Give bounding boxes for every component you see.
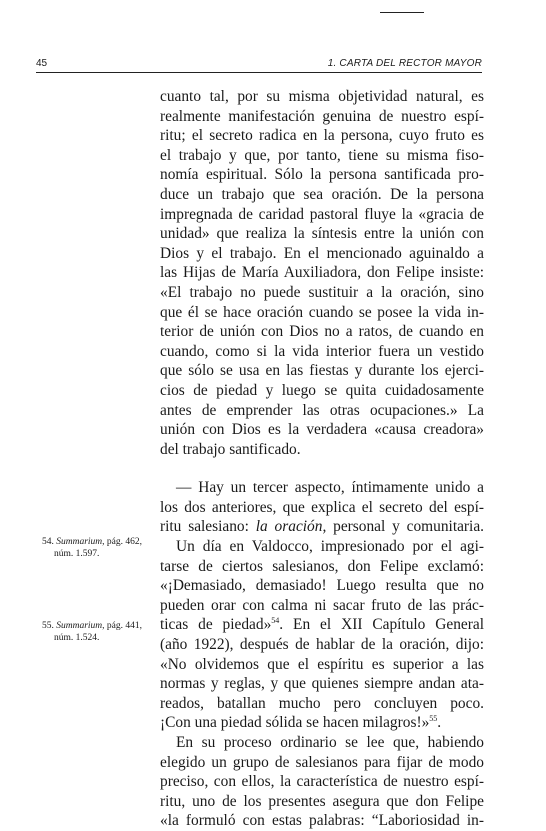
text-segment: ticas de piedad» — [160, 616, 272, 634]
footnote-line: núm. 1.597. — [54, 548, 100, 559]
footnote-pages: pág. 462, — [104, 537, 143, 547]
paragraph-4 — [160, 733, 484, 831]
text-line: duce un trabajo que sea oración. De la persona — [160, 185, 484, 203]
text-line: «la formuló con estas palabras: “Laboriosidad in- — [160, 812, 484, 830]
text-line: unidad» que realiza la síntesis entre la unión con — [160, 225, 484, 243]
text-line: cios de piedad y luego se quita cuidadosamente — [160, 381, 484, 399]
footnote-pages: pág. 441, — [104, 621, 143, 631]
paragraph-gap — [160, 459, 484, 478]
text-line: pueden orar con calma ni sacar fruto de las prác- — [160, 596, 484, 614]
text-segment: personal y comunitaria. — [326, 518, 485, 536]
text-line: tarse de ciertos salesianos, don Felipe exclamó: — [160, 557, 484, 575]
text-line: realmente manifestación genuina de nuestro espí- — [160, 107, 484, 125]
paragraph-2 — [160, 478, 484, 537]
text-line: del trabajo santificado. — [160, 440, 301, 458]
text-line: terior de unión con Dios no a ratos, de cuando en — [160, 323, 484, 341]
text-line: Un día en Valdocco, impresionado por el agi- — [176, 538, 484, 556]
text-segment: ritu salesiano: — [160, 518, 256, 536]
footnote-line — [42, 537, 157, 549]
text-line: «El trabajo no puede sustituir a la oración, sino — [160, 283, 484, 301]
page-number: 45 — [36, 58, 48, 69]
footnote-source: Summarium, — [56, 537, 105, 547]
text-line: los dos anteriores, que explica el secreto del espí- — [160, 498, 484, 516]
footnote-number: 54. — [42, 537, 54, 547]
paragraph-3 — [160, 537, 484, 733]
page-header — [36, 58, 482, 73]
running-title: 1. CARTA DEL RECTOR MAYOR — [327, 58, 482, 69]
body-text — [160, 87, 484, 831]
text-line: cuanto tal, por su misma objetividad natural, es — [160, 88, 484, 105]
text-line: preciso, con ellos, la característica de nuestro espí- — [160, 773, 484, 791]
text-line: unión con Dios es la verdadera «causa creadora» — [160, 421, 484, 439]
top-rule — [380, 12, 424, 13]
text-line: que sólo se usa en las fiestas y durante los ejerci- — [160, 362, 484, 380]
text-segment: . — [437, 714, 442, 732]
text-line: nomía espiritual. Sólo la persona santificada pro- — [160, 166, 484, 184]
text-line: «No olvidemos que el espíritu es superior a las — [160, 655, 484, 673]
text-line: — Hay un tercer aspecto, íntimamente unido a — [176, 479, 484, 497]
text-segment: . En el XII Capítulo General — [279, 616, 484, 634]
text-segment: ¡Con una piedad sólida se hacen milagros!» — [160, 714, 430, 732]
emphasis-oracion: la oración, — [255, 518, 327, 536]
text-line: impregnada de caridad pastoral fluye la «gracia de — [160, 205, 484, 223]
text-line: ritu; el secreto radica en la persona, cuyo fruto es — [160, 127, 484, 145]
text-line — [160, 615, 484, 635]
footnote-55 — [42, 621, 157, 644]
footnote-54 — [42, 537, 157, 560]
footnote-line: núm. 1.524. — [54, 632, 100, 643]
text-line: que él se hace oración cuando se posee la vida in- — [160, 303, 484, 321]
text-line: reados, batallan mucho pero concluyen poco. — [160, 694, 484, 712]
footnote-ref-55: 55 — [429, 714, 438, 724]
text-line: En su proceso ordinario se lee que, habiendo — [176, 734, 484, 751]
text-line: elegido un grupo de salesianos para fijar de modo — [160, 753, 484, 771]
text-line: el trabajo y que, por tanto, tiene su misma fiso- — [160, 146, 484, 164]
text-line: cuando, como si la vida interior fuera un vestido — [160, 342, 484, 360]
text-line: «¡Demasiado, demasiado! Luego resulta que no — [160, 577, 484, 595]
footnote-source: Summarium, — [56, 621, 105, 631]
text-line: normas y reglas, y que quienes siempre andan ata- — [160, 675, 484, 693]
text-line — [160, 517, 484, 537]
footnote-line — [42, 621, 157, 633]
text-line: Dios y el trabajo. En el mencionado aguinaldo a — [160, 244, 484, 262]
text-line — [160, 713, 484, 733]
footnote-number: 55. — [42, 621, 54, 631]
paragraph-1 — [160, 87, 484, 459]
text-line: las Hijas de María Auxiliadora, don Felipe insiste: — [160, 264, 484, 282]
text-line: ritu, uno de los presentes asegura que don Felipe — [160, 792, 484, 810]
footnote-ref-54: 54 — [271, 616, 280, 626]
text-line: antes de emprender las otras ocupaciones.» La — [160, 401, 484, 419]
text-line: (año 1922), después de hablar de la oración, dijo: — [160, 636, 484, 654]
